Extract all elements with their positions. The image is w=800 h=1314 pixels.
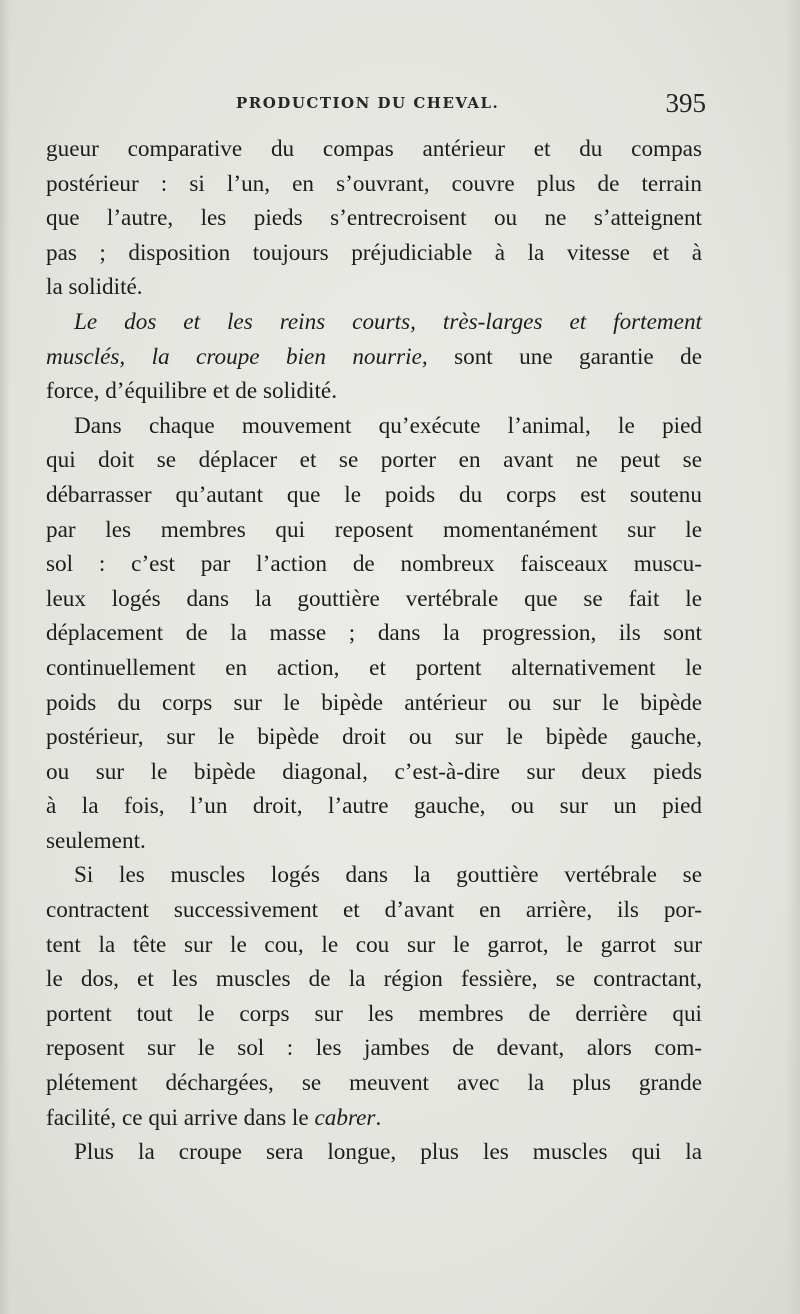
text-line: le dos, et les muscles de la région fessière, se contractant,	[46, 966, 702, 993]
text-line: sol : c’est par l’action de nombreux faisceaux muscu-	[46, 551, 702, 578]
running-head	[46, 88, 706, 124]
text-line: reposent sur le sol : les jambes de devant, alors com-	[46, 1035, 702, 1062]
text-line: déplacement de la masse ; dans la progression, ils sont	[46, 620, 702, 647]
text-line: qui doit se déplacer et se porter en avant ne peut se	[46, 447, 702, 474]
text-line: leux logés dans la gouttière vertébrale que se fait le	[46, 585, 702, 612]
text-line: musclés, la croupe bien nourrie, sont une garantie de	[46, 343, 702, 370]
text-line: seulement.	[46, 827, 146, 854]
text-line: par les membres qui reposent momentanément sur le	[46, 516, 702, 543]
text-line: Le dos et les reins courts, très-larges et fortement	[74, 308, 702, 335]
running-title: PRODUCTION DU CHEVAL.	[236, 94, 500, 112]
text-line: que l’autre, les pieds s’entrecroisent ou ne s’atteignent	[46, 205, 702, 232]
text-line: pas ; disposition toujours préjudiciable à la vitesse et à	[46, 239, 702, 266]
text-line: postérieur : si l’un, en s’ouvrant, couvre plus de terrain	[46, 170, 702, 197]
text-line: continuellement en action, et portent alternativement le	[46, 654, 702, 681]
text-line: Plus la croupe sera longue, plus les muscles qui la	[74, 1139, 702, 1166]
text-line: plétement déchargées, se meuvent avec la plus grande	[46, 1070, 702, 1097]
page-edge-shadow-left	[0, 0, 10, 1314]
text-line: facilité, ce qui arrive dans le cabrer.	[46, 1104, 382, 1131]
body-text	[46, 132, 702, 1170]
text-line: force, d’équilibre et de solidité.	[46, 378, 338, 405]
page-edge-shadow-right	[786, 0, 800, 1314]
text-line: contractent successivement et d’avant en arrière, ils por-	[46, 897, 702, 924]
text-line: Dans chaque mouvement qu’exécute l’animal, le pied	[74, 412, 702, 439]
text-line: ou sur le bipède diagonal, c’est-à-dire sur deux pieds	[46, 758, 702, 785]
text-line: la solidité.	[46, 274, 143, 301]
text-line: débarrasser qu’autant que le poids du corps est soutenu	[46, 481, 702, 508]
text-line: Si les muscles logés dans la gouttière vertébrale se	[74, 862, 702, 889]
text-line: tent la tête sur le cou, le cou sur le garrot, le garrot sur	[46, 931, 702, 958]
text-line: postérieur, sur le bipède droit ou sur le bipède gauche,	[46, 724, 702, 751]
text-line: gueur comparative du compas antérieur et du compas	[46, 136, 702, 162]
text-line: à la fois, l’un droit, l’autre gauche, ou sur un pied	[46, 793, 702, 820]
page-number: 395	[665, 88, 706, 118]
text-line: portent tout le corps sur les membres de derrière qui	[46, 1000, 702, 1027]
text-line: poids du corps sur le bipède antérieur ou sur le bipède	[46, 689, 702, 716]
